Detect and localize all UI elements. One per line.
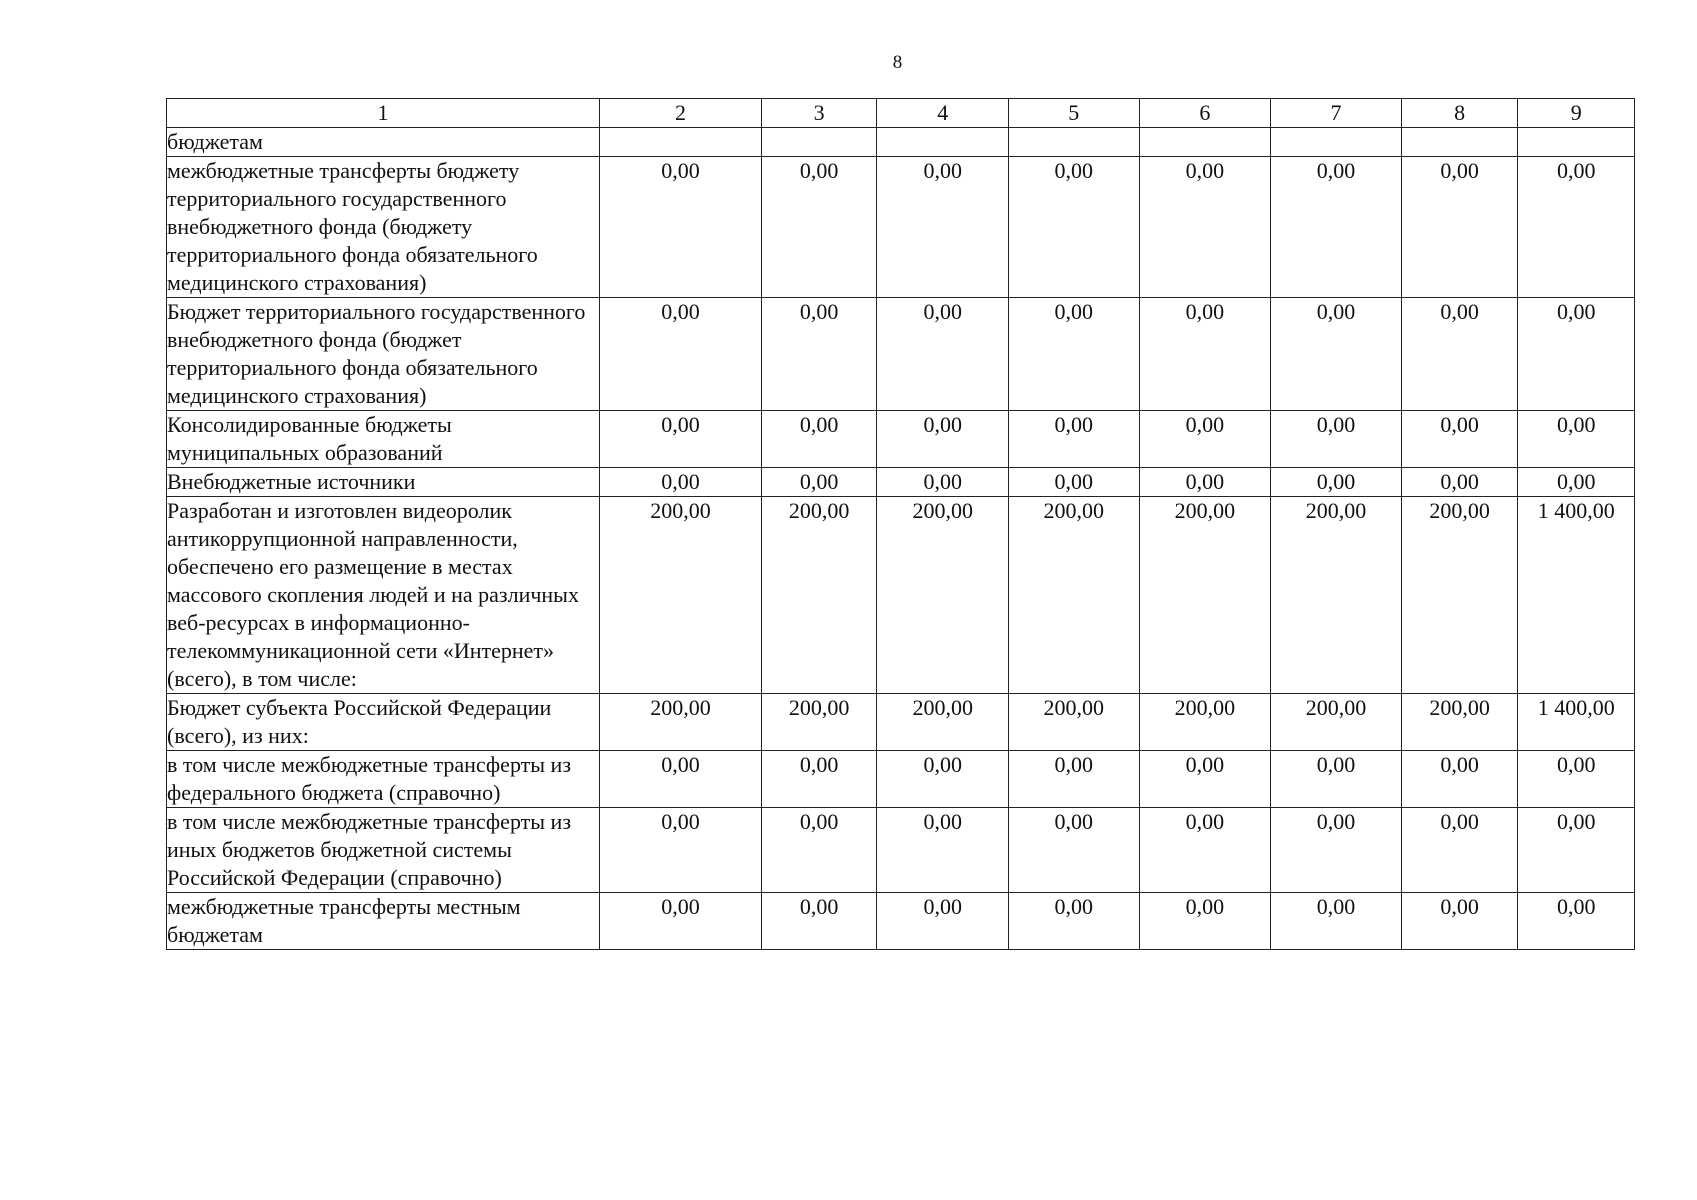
row-label: Бюджет территориального государственного внебюджетного фонда (бюджет территориального фонда обязательного медицинского страхования) — [167, 298, 600, 411]
value-cell — [1271, 128, 1402, 157]
value-cell: 0,00 — [1139, 411, 1271, 468]
value-cell — [1401, 128, 1518, 157]
value-cell: 0,00 — [1401, 157, 1518, 298]
page-number: 8 — [892, 52, 903, 73]
value-cell: 0,00 — [600, 411, 762, 468]
column-header: 8 — [1401, 99, 1518, 128]
row-label: Консолидированные бюджеты муниципальных образований — [167, 411, 600, 468]
value-cell: 200,00 — [1271, 497, 1402, 694]
value-cell — [600, 128, 762, 157]
value-cell: 0,00 — [877, 808, 1009, 893]
table-row — [167, 893, 1635, 950]
row-label: в том числе межбюджетные трансферты из федерального бюджета (справочно) — [167, 751, 600, 808]
table-row — [167, 468, 1635, 497]
value-cell: 0,00 — [600, 893, 762, 950]
value-cell: 0,00 — [1271, 157, 1402, 298]
value-cell: 0,00 — [1401, 751, 1518, 808]
value-cell: 0,00 — [761, 411, 877, 468]
column-header: 3 — [761, 99, 877, 128]
value-cell: 200,00 — [1009, 694, 1140, 751]
column-header: 4 — [877, 99, 1009, 128]
column-header: 2 — [600, 99, 762, 128]
value-cell: 0,00 — [761, 157, 877, 298]
value-cell: 200,00 — [1139, 497, 1271, 694]
value-cell: 0,00 — [761, 808, 877, 893]
value-cell: 0,00 — [600, 808, 762, 893]
value-cell: 0,00 — [1009, 893, 1140, 950]
table-row — [167, 411, 1635, 468]
value-cell: 0,00 — [1271, 808, 1402, 893]
value-cell: 0,00 — [600, 157, 762, 298]
value-cell: 0,00 — [1518, 751, 1635, 808]
value-cell: 0,00 — [877, 298, 1009, 411]
value-cell: 0,00 — [1271, 468, 1402, 497]
value-cell: 200,00 — [600, 497, 762, 694]
value-cell: 0,00 — [1401, 893, 1518, 950]
row-label: Разработан и изготовлен видеоролик антикоррупционной направленности, обеспечено его размещение в местах массового скопления людей и на различных веб-ресурсах в информационно-телекоммуникационной сети «Интернет» (всего), в том числе: — [167, 497, 600, 694]
value-cell: 0,00 — [877, 411, 1009, 468]
value-cell: 200,00 — [1401, 694, 1518, 751]
table-row — [167, 298, 1635, 411]
value-cell: 0,00 — [877, 893, 1009, 950]
column-header: 5 — [1009, 99, 1140, 128]
column-header: 6 — [1139, 99, 1271, 128]
row-label: в том числе межбюджетные трансферты из иных бюджетов бюджетной системы Российской Федерации (справочно) — [167, 808, 600, 893]
value-cell: 200,00 — [1139, 694, 1271, 751]
value-cell: 200,00 — [877, 694, 1009, 751]
value-cell: 0,00 — [1009, 751, 1140, 808]
value-cell: 0,00 — [1401, 468, 1518, 497]
value-cell: 0,00 — [1271, 751, 1402, 808]
header-row — [167, 99, 1635, 128]
value-cell: 0,00 — [761, 751, 877, 808]
table-row — [167, 157, 1635, 298]
value-cell: 200,00 — [1009, 497, 1140, 694]
value-cell: 0,00 — [1518, 808, 1635, 893]
value-cell: 0,00 — [1009, 808, 1140, 893]
column-header: 9 — [1518, 99, 1635, 128]
value-cell: 1 400,00 — [1518, 694, 1635, 751]
value-cell: 0,00 — [600, 751, 762, 808]
table-row — [167, 694, 1635, 751]
value-cell: 1 400,00 — [1518, 497, 1635, 694]
row-label: межбюджетные трансферты местным бюджетам — [167, 893, 600, 950]
value-cell: 0,00 — [1009, 411, 1140, 468]
table-row — [167, 128, 1635, 157]
value-cell: 0,00 — [1139, 157, 1271, 298]
value-cell: 0,00 — [1009, 157, 1140, 298]
value-cell: 0,00 — [877, 468, 1009, 497]
value-cell: 0,00 — [761, 893, 877, 950]
value-cell: 200,00 — [600, 694, 762, 751]
value-cell: 0,00 — [1139, 751, 1271, 808]
value-cell: 0,00 — [1518, 468, 1635, 497]
value-cell: 0,00 — [1271, 411, 1402, 468]
value-cell: 0,00 — [1139, 298, 1271, 411]
table-row — [167, 497, 1635, 694]
value-cell: 0,00 — [1009, 468, 1140, 497]
value-cell: 200,00 — [1401, 497, 1518, 694]
value-cell: 0,00 — [1518, 157, 1635, 298]
value-cell: 0,00 — [1518, 298, 1635, 411]
value-cell: 200,00 — [761, 694, 877, 751]
value-cell: 0,00 — [1401, 411, 1518, 468]
row-label: Бюджет субъекта Российской Федерации (всего), из них: — [167, 694, 600, 751]
value-cell: 0,00 — [1401, 298, 1518, 411]
value-cell: 0,00 — [1518, 893, 1635, 950]
value-cell — [1139, 128, 1271, 157]
value-cell: 0,00 — [1518, 411, 1635, 468]
value-cell: 0,00 — [600, 468, 762, 497]
value-cell: 0,00 — [761, 298, 877, 411]
value-cell: 0,00 — [600, 298, 762, 411]
value-cell: 0,00 — [1139, 893, 1271, 950]
value-cell: 0,00 — [761, 468, 877, 497]
column-header: 1 — [167, 99, 600, 128]
value-cell: 0,00 — [1009, 298, 1140, 411]
value-cell: 0,00 — [1271, 893, 1402, 950]
column-header: 7 — [1271, 99, 1402, 128]
row-label: Внебюджетные источники — [167, 468, 600, 497]
value-cell: 200,00 — [1271, 694, 1402, 751]
value-cell: 0,00 — [1139, 468, 1271, 497]
value-cell: 200,00 — [761, 497, 877, 694]
value-cell — [1009, 128, 1140, 157]
value-cell: 0,00 — [1139, 808, 1271, 893]
table-row — [167, 751, 1635, 808]
value-cell — [761, 128, 877, 157]
table-row — [167, 808, 1635, 893]
value-cell: 0,00 — [1401, 808, 1518, 893]
value-cell: 0,00 — [1271, 298, 1402, 411]
value-cell: 0,00 — [877, 157, 1009, 298]
value-cell: 200,00 — [877, 497, 1009, 694]
row-label: бюджетам — [167, 128, 600, 157]
value-cell — [877, 128, 1009, 157]
budget-table — [166, 98, 1635, 950]
value-cell: 0,00 — [877, 751, 1009, 808]
value-cell — [1518, 128, 1635, 157]
row-label: межбюджетные трансферты бюджету территориального государственного внебюджетного фонда (бюджету территориального фонда обязательного медицинского страхования) — [167, 157, 600, 298]
